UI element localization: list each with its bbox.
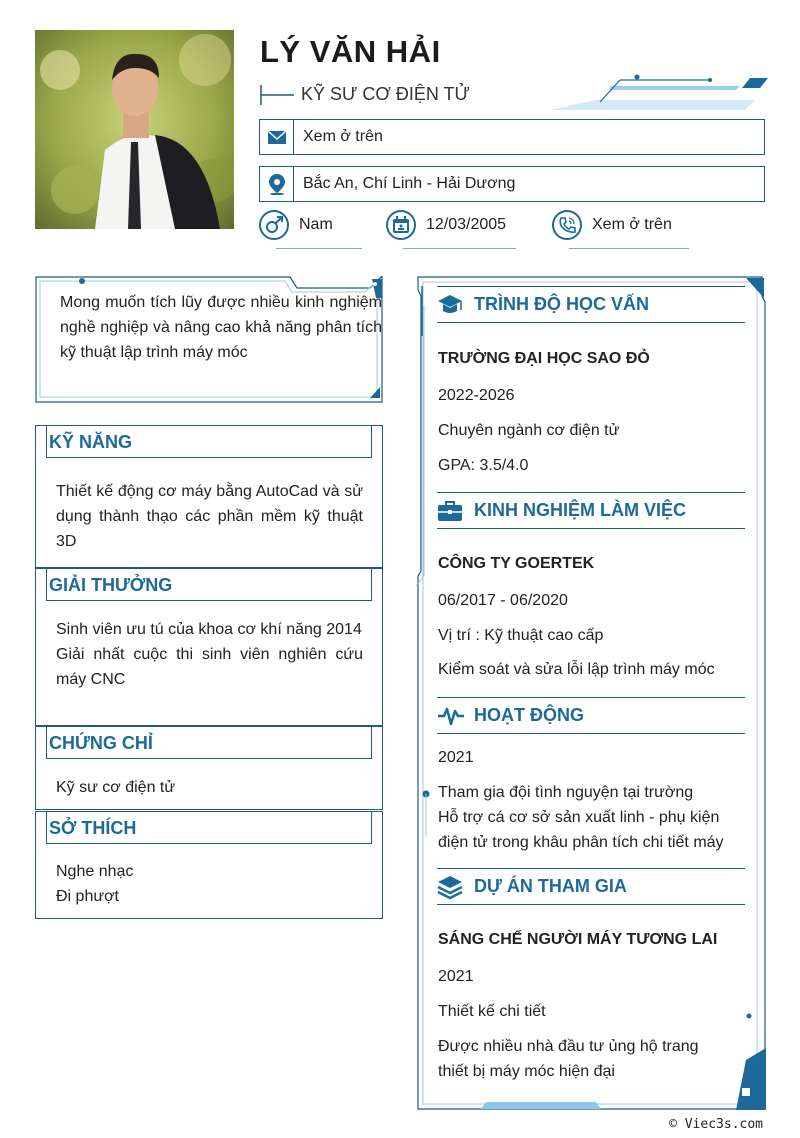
birthday-underline (403, 248, 516, 249)
hobby-item: Đi phượt (56, 888, 119, 905)
copyright-text: © Viec3s.com (669, 1117, 763, 1132)
experience-description: Kiểm soát và sửa lỗi lập trình máy móc (438, 661, 715, 678)
address-value: Bắc An, Chí Linh - Hải Dương (303, 175, 516, 192)
experience-heading (437, 492, 745, 529)
education-heading (437, 286, 745, 323)
email-value: Xem ở trên (303, 128, 383, 145)
gender-field (259, 210, 333, 240)
hobbies-section (35, 811, 383, 919)
email-box (259, 119, 765, 155)
phone-field (552, 210, 672, 240)
job-title: KỸ SƯ CƠ ĐIỆN TỬ (301, 84, 470, 104)
phone-value: Xem ở trên (592, 216, 672, 233)
activity-item: Hỗ trợ cá cơ sở sản xuất linh - phụ kiện (438, 809, 720, 826)
pulse-icon (437, 705, 465, 727)
experience-title: KINH NGHIỆM LÀM VIỆC (474, 500, 687, 520)
layers-icon (437, 875, 463, 899)
mail-icon (267, 130, 287, 145)
phone-icon (558, 216, 576, 234)
education-title: TRÌNH ĐỘ HỌC VẤN (474, 294, 649, 314)
project-line: Được nhiều nhà đầu tư ủng hộ trang (438, 1038, 699, 1055)
graduation-cap-icon (437, 293, 463, 317)
certificates-heading: CHỨNG CHỈ (46, 727, 372, 759)
skills-text: Thiết kế động cơ máy bằng AutoCad và sử dụng thành thạo các phần mềm kỹ thuật 3D (56, 483, 363, 550)
career-objective (35, 276, 383, 403)
gender-value: Nam (299, 216, 333, 233)
hobby-item: Nghe nhạc (56, 863, 134, 880)
project-description (438, 1034, 699, 1084)
project-role: Thiết kế chi tiết (438, 1003, 546, 1020)
experience-period: 06/2017 - 06/2020 (438, 592, 568, 609)
birthday-value: 12/03/2005 (426, 216, 507, 233)
address-box (259, 166, 765, 202)
birthday-field (386, 210, 506, 240)
company-name: CÔNG TY GOERTEK (438, 555, 595, 572)
skills-heading: KỸ NĂNG (46, 426, 372, 458)
gender-icon (264, 215, 284, 235)
title-line-decoration (260, 84, 296, 106)
project-name: SÁNG CHẾ NGƯỜI MÁY TƯƠNG LAI (438, 931, 718, 948)
location-pin-icon (268, 173, 286, 195)
briefcase-icon (437, 500, 463, 522)
school-name: TRƯỜNG ĐẠI HỌC SAO ĐỎ (438, 350, 650, 367)
hobbies-heading: SỞ THÍCH (46, 812, 372, 844)
education-period: 2022-2026 (438, 387, 515, 404)
skills-section (35, 425, 383, 568)
header-circuit-decoration (540, 72, 770, 114)
activity-item: điện tử trong khâu phân tích chi tiết máy (438, 834, 724, 851)
activity-item: Tham gia đội tình nguyện tại trường (438, 784, 694, 801)
projects-heading (437, 868, 745, 905)
gender-underline (276, 248, 362, 249)
project-line: thiết bị máy móc hiện đại (438, 1063, 615, 1080)
candidate-name: LÝ VĂN HẢI (260, 34, 441, 69)
phone-underline (569, 248, 689, 249)
project-year: 2021 (438, 968, 474, 985)
experience-position: Vị trí : Kỹ thuật cao cấp (438, 627, 604, 644)
education-major: Chuyên ngành cơ điện tử (438, 422, 620, 439)
activities-list (438, 780, 724, 855)
certificates-section (35, 726, 383, 810)
projects-title: DỰ ÁN THAM GIA (474, 876, 627, 896)
award-item: Sinh viên ưu tú của khoa cơ khí năng 2014 (56, 621, 362, 638)
certificate-item: Kỹ sư cơ điện tử (56, 779, 176, 796)
calendar-icon (392, 216, 410, 234)
profile-photo (35, 30, 234, 229)
education-gpa: GPA: 3.5/4.0 (438, 457, 529, 474)
objective-text: Mong muốn tích lũy được nhiều kinh nghiệm nghề nghiệp và nâng cao khả năng phân tích kỹ thuật lập trình máy móc (60, 294, 382, 361)
activities-heading (437, 697, 745, 734)
awards-section (35, 568, 383, 726)
awards-list (56, 617, 363, 692)
award-item: Giải nhất cuộc thi sinh viên nghiên cứu máy CNC (56, 646, 363, 688)
awards-heading: GIẢI THƯỞNG (46, 569, 372, 601)
hobbies-list (56, 859, 363, 909)
activities-year: 2021 (438, 749, 474, 766)
activities-title: HOẠT ĐỘNG (474, 705, 584, 725)
